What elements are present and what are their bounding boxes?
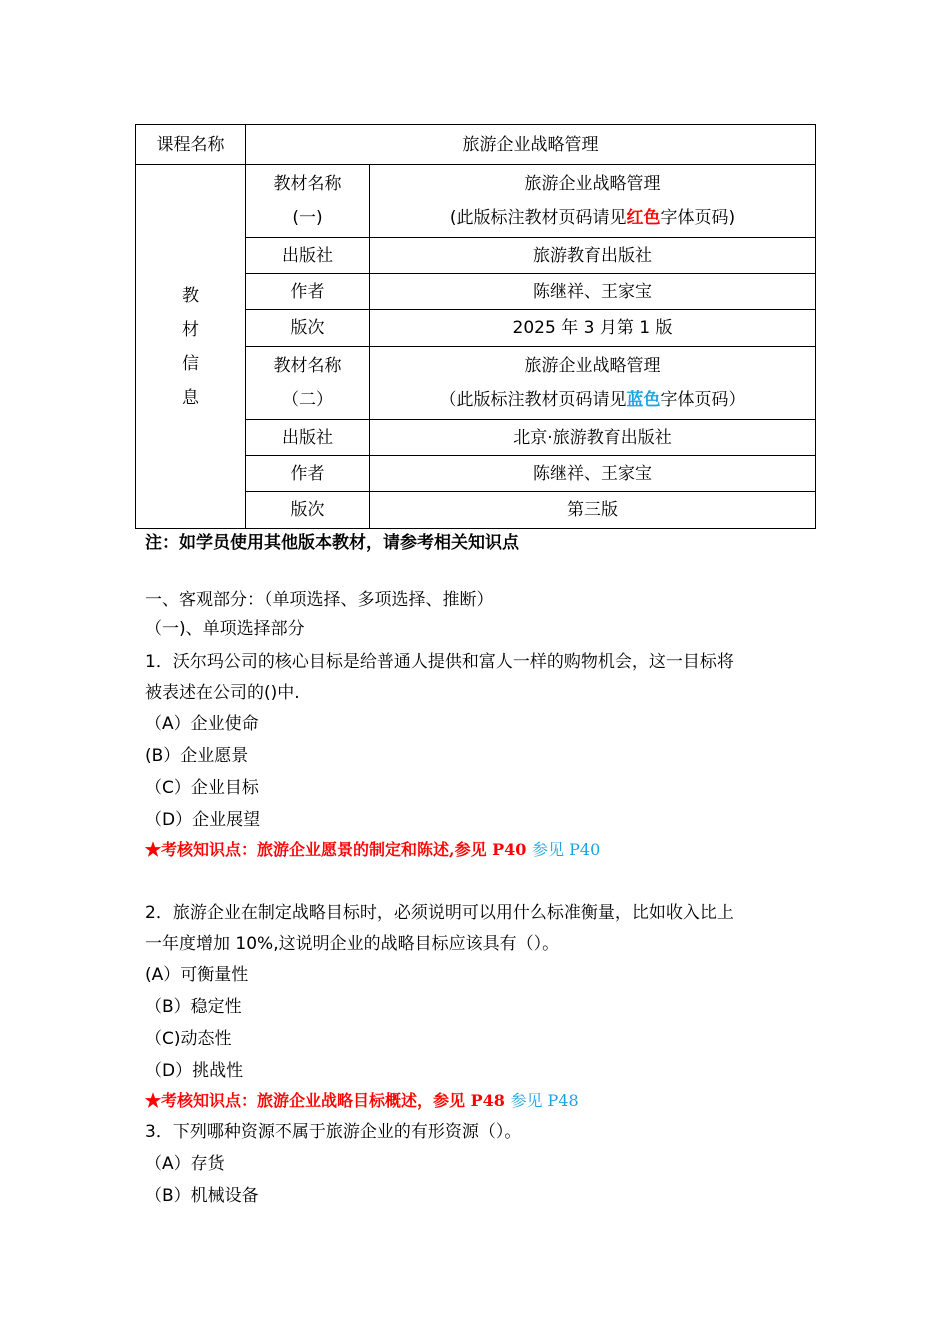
q1-text-line2: 被表述在公司的()中. — [145, 683, 300, 703]
book2-note-before: （此版标注教材页码请见 — [439, 390, 627, 410]
book2-page-note — [370, 383, 815, 417]
book1-name-label-line1: 教材名称 — [273, 174, 342, 194]
book2-publisher-label: 出版社 — [246, 420, 370, 456]
q1-kp-red: ★考核知识点：旅游企业愿景的制定和陈述,参见 P40 — [145, 840, 527, 859]
q2-option: (A）可衡量性 — [145, 965, 249, 985]
material-info-char: 信 — [182, 353, 199, 374]
course-info-table — [135, 124, 816, 529]
q2-kp-red: ★考核知识点：旅游企业战略目标概述，参见 P48 — [145, 1091, 505, 1110]
book2-author: 陈继祥、王家宝 — [370, 456, 816, 492]
q1-option: (B）企业愿景 — [145, 746, 249, 766]
q1-option: （C）企业目标 — [145, 778, 259, 798]
book2-note-after: 字体页码） — [660, 390, 746, 410]
q1-text-line1: 1．沃尔玛公司的核心目标是给普通人提供和富人一样的购物机会，这一目标将 — [145, 652, 734, 672]
book2-note-color-word: 蓝色 — [626, 390, 661, 410]
book1-edition-label: 版次 — [246, 310, 370, 347]
book1-publisher-label: 出版社 — [246, 238, 370, 274]
material-info-char: 材 — [182, 319, 199, 340]
book1-title: 旅游企业战略管理 — [524, 174, 661, 194]
book1-edition: 2025 年 3 月第 1 版 — [370, 310, 816, 347]
q1-knowledge-point — [145, 837, 600, 860]
course-name-label: 课程名称 — [136, 125, 246, 165]
book1-note-color-word: 红色 — [626, 208, 661, 228]
book1-title-cell — [370, 165, 816, 238]
material-info-char: 息 — [182, 387, 199, 408]
book1-note-before: (此版标注教材页码请见 — [449, 208, 627, 228]
book2-name-label-line2: （二） — [282, 390, 333, 410]
q3-option: （A）存货 — [145, 1154, 225, 1174]
q2-option: （D）挑战性 — [145, 1061, 244, 1081]
q1-option: （D）企业展望 — [145, 810, 261, 830]
course-name-value: 旅游企业战略管理 — [246, 125, 816, 165]
subsection-title: （一)、单项选择部分 — [145, 619, 305, 639]
book1-page-note — [370, 201, 815, 235]
material-info-char: 教 — [182, 285, 199, 306]
book2-publisher: 北京·旅游教育出版社 — [370, 420, 816, 456]
q2-option: （B）稳定性 — [145, 997, 242, 1017]
book2-name-label-line1: 教材名称 — [273, 356, 342, 376]
book1-note-after: 字体页码) — [660, 208, 736, 228]
book1-name-label — [246, 165, 370, 238]
book2-author-label: 作者 — [246, 456, 370, 492]
book1-author: 陈继祥、王家宝 — [370, 274, 816, 310]
q1-option: （A）企业使命 — [145, 714, 259, 734]
book2-title: 旅游企业战略管理 — [524, 356, 661, 376]
book1-author-label: 作者 — [246, 274, 370, 310]
q2-option: （C)动态性 — [145, 1029, 232, 1049]
q2-text-line1: 2．旅游企业在制定战略目标时，必须说明可以用什么标准衡量，比如收入比上 — [145, 903, 734, 923]
version-note: 注：如学员使用其他版本教材，请参考相关知识点 — [145, 533, 519, 553]
material-info-label — [136, 165, 246, 529]
book2-title-cell — [370, 347, 816, 420]
q2-text-line2: 一年度增加 10%,这说明企业的战略目标应该具有（）。 — [145, 934, 560, 954]
q3-option: （B）机械设备 — [145, 1186, 259, 1206]
book1-publisher: 旅游教育出版社 — [370, 238, 816, 274]
book2-edition-label: 版次 — [246, 492, 370, 529]
q1-kp-blue: 参见 P40 — [532, 840, 601, 859]
book1-name-label-line2: (一) — [292, 208, 323, 228]
section-title: 一、客观部分：（单项选择、多项选择、推断） — [145, 590, 494, 610]
book2-edition: 第三版 — [370, 492, 816, 529]
q2-kp-blue: 参见 P48 — [510, 1091, 579, 1110]
q3-text-line1: 3．下列哪种资源不属于旅游企业的有形资源（）。 — [145, 1122, 522, 1142]
q2-knowledge-point — [145, 1088, 579, 1111]
book2-name-label — [246, 347, 370, 420]
